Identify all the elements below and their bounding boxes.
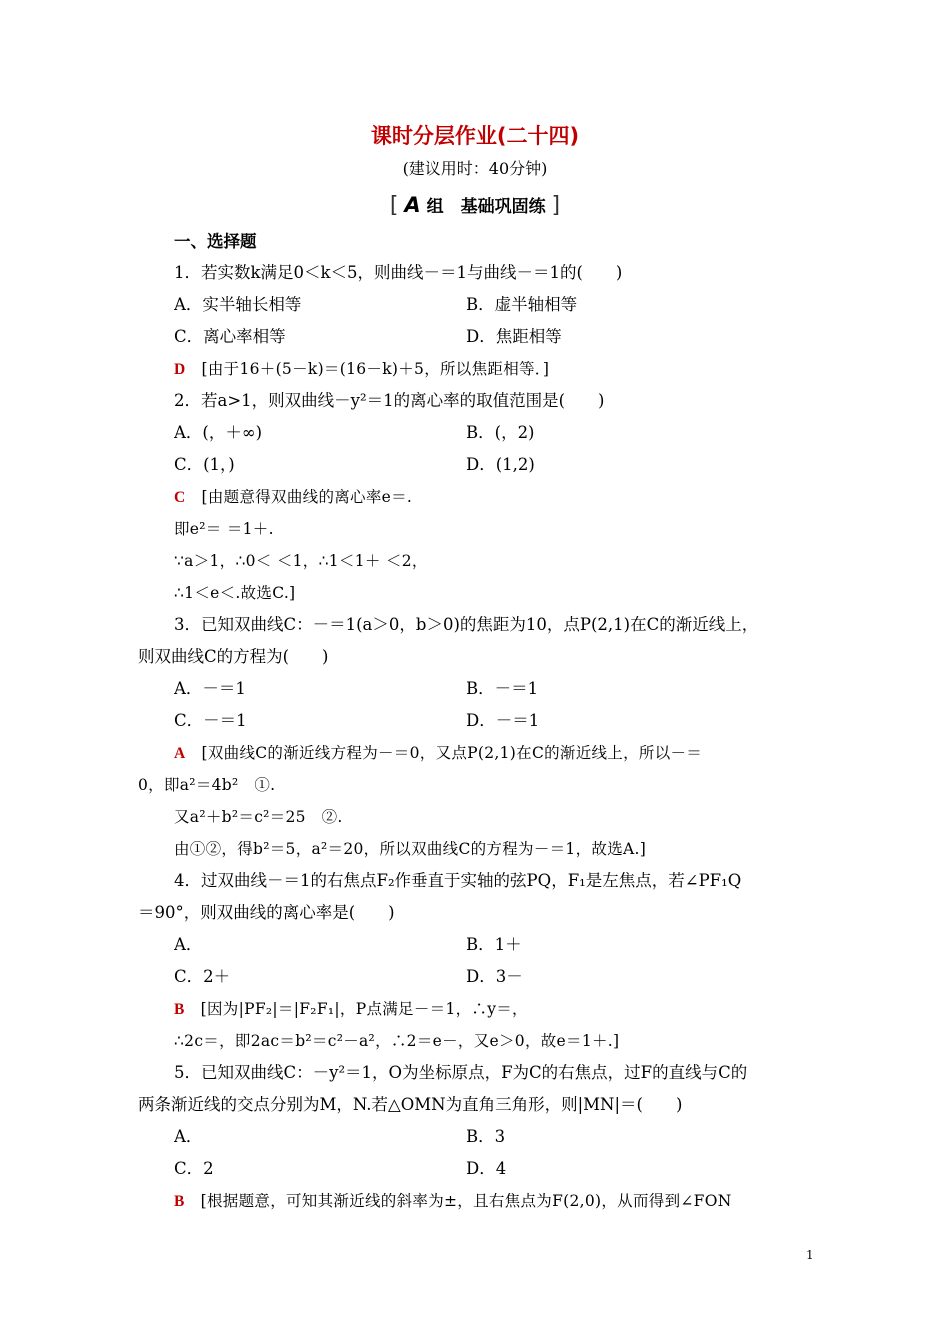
question-3: 3．已知双曲线C：－＝1(a＞0，b＞0)的焦距为10，点P(2,1)在C的渐近线上，	[174, 615, 759, 634]
page-number: 1	[806, 1248, 814, 1262]
q2-option-b: B．(，2)	[466, 423, 535, 442]
group-heading	[0, 192, 950, 218]
question-2: 2．若a>1，则双曲线－y²＝1的离心率的取值范围是( )	[174, 391, 605, 410]
q1-solution	[174, 357, 549, 382]
q1-option-d: D．焦距相等	[466, 327, 562, 346]
group-letter: A	[404, 193, 421, 217]
q2-option-c: C．(1，)	[174, 455, 235, 474]
q5-answer: B	[174, 1193, 185, 1210]
q3-solution-text: [双曲线C的渐近线方程为－＝0，又点P(2,1)在C的渐近线上，所以－＝	[201, 744, 703, 762]
q5-option-a: A．	[174, 1127, 203, 1146]
section-heading: 一、选择题	[174, 232, 257, 251]
q3-solution	[174, 741, 702, 766]
question-5: 5．已知双曲线C：－y²＝1，O为坐标原点，F为C的右焦点，过F的直线与C的	[174, 1063, 748, 1082]
left-bracket: [	[389, 193, 399, 218]
question-5-cont: 两条渐近线的交点分别为M，N.若△OMN为直角三角形，则|MN|＝( )	[138, 1095, 683, 1114]
q1-solution-text: [由于16＋(5－k)＝(16－k)＋5，所以焦距相等．]	[201, 360, 550, 378]
q3-option-b: B．－＝1	[466, 679, 539, 698]
q2-option-a: A．(，＋∞)	[174, 423, 263, 442]
q2-answer: C	[174, 489, 186, 506]
q2-solution-line-4: ∴1＜e＜.故选C.]	[174, 584, 296, 602]
q4-answer: B	[174, 1001, 185, 1018]
question-4: 4．过双曲线－＝1的右焦点F₂作垂直于实轴的弦PQ，F₁是左焦点，若∠PF₁Q	[174, 871, 742, 890]
q4-solution	[174, 997, 528, 1022]
q4-option-d: D．3－	[466, 967, 523, 986]
q5-solution	[174, 1189, 732, 1214]
q3-option-c: C．－＝1	[174, 711, 247, 730]
q5-option-c: C．2	[174, 1159, 214, 1178]
q4-solution-line-2: ∴2c＝，即2ac＝b²＝c²－a²，∴2＝e－，又e＞0，故e＝1＋.]	[174, 1032, 620, 1050]
q4-option-c: C．2＋	[174, 967, 231, 986]
q3-solution-line-3: 又a²＋b²＝c²＝25 ②.	[174, 808, 343, 826]
q4-option-a: A．	[174, 935, 203, 954]
question-4-cont: ＝90°，则双曲线的离心率是( )	[138, 903, 395, 922]
q3-answer: A	[174, 745, 186, 762]
time-suggestion: (建议用时：40分钟)	[402, 159, 548, 178]
q2-solution	[174, 485, 412, 510]
q4-option-b: B．1＋	[466, 935, 522, 954]
q1-option-a: A．实半轴长相等	[174, 295, 302, 314]
q2-solution-line-2: 即e²＝ ＝1＋.	[174, 520, 274, 538]
q3-option-d: D．－＝1	[466, 711, 540, 730]
q1-answer: D	[174, 361, 186, 378]
group-label: 组 基础巩固练	[426, 197, 546, 217]
question-1: 1．若实数k满足0＜k＜5，则曲线－＝1与曲线－＝1的( )	[174, 263, 623, 282]
q2-solution-text: [由题意得双曲线的离心率e＝.	[201, 488, 413, 506]
question-3-cont: 则双曲线C的方程为( )	[138, 647, 329, 666]
right-bracket: ]	[551, 193, 561, 218]
q5-option-b: B．3	[466, 1127, 506, 1146]
q2-solution-line-3: ∵a＞1，∴0＜ ＜1，∴1＜1＋ ＜2，	[174, 552, 428, 570]
q5-option-d: D．4	[466, 1159, 507, 1178]
q4-solution-text: [因为|PF₂|＝|F₂F₁|，P点满足－＝1，∴y＝，	[200, 1000, 528, 1018]
q1-option-b: B．虚半轴相等	[466, 295, 578, 314]
q3-solution-line-4: 由①②，得b²＝5，a²＝20，所以双曲线C的方程为－＝1，故选A.]	[174, 840, 647, 858]
q3-option-a: A．－＝1	[174, 679, 246, 698]
q5-solution-text: [根据题意，可知其渐近线的斜率为±，且右焦点为F(2,0)，从而得到∠FON	[200, 1192, 732, 1210]
q3-solution-line-2: 0，即a²＝4b² ①.	[138, 776, 276, 794]
q2-option-d: D．(1,2)	[466, 455, 535, 474]
page-title: 课时分层作业(二十四)	[370, 124, 580, 148]
q1-option-c: C．离心率相等	[174, 327, 286, 346]
